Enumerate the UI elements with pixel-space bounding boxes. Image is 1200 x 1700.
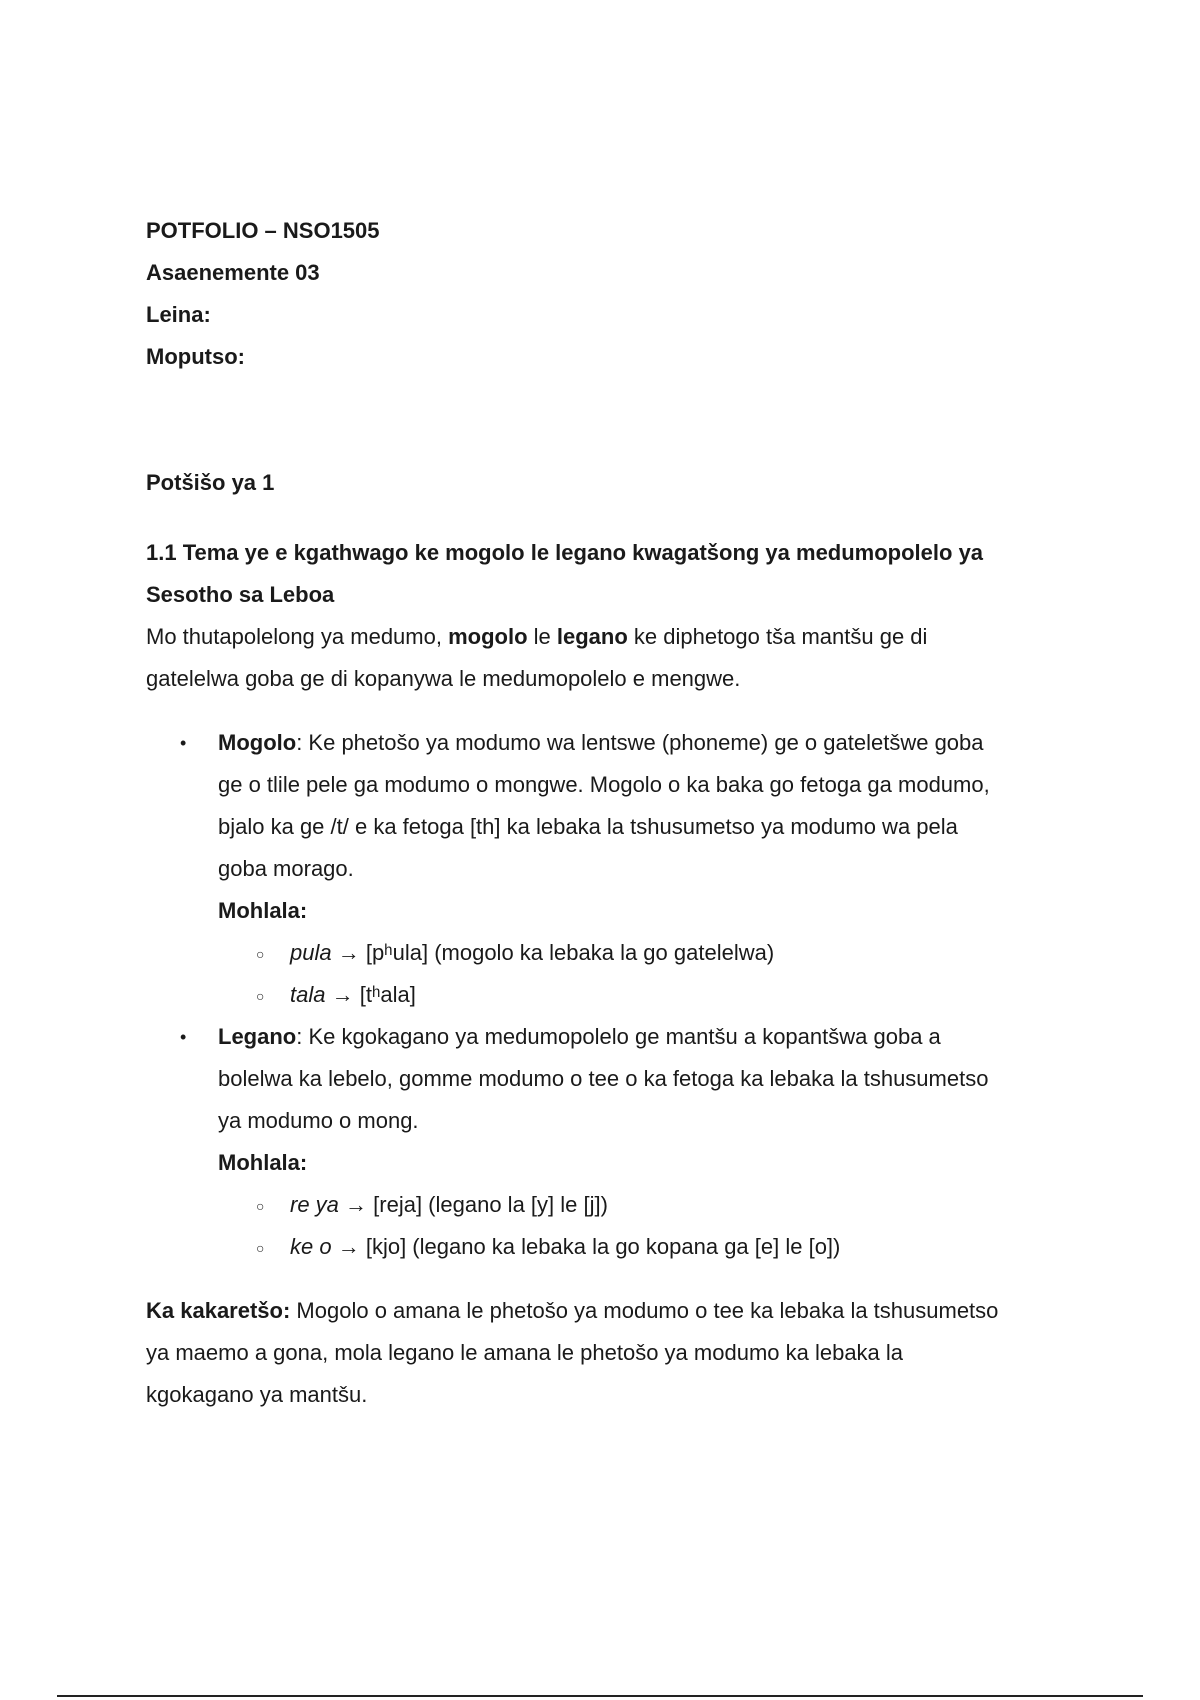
question-heading: Potšišo ya 1	[146, 470, 275, 495]
term-legano-inline: legano	[556, 624, 628, 649]
example-word: tala	[290, 982, 326, 1007]
circle-bullet-icon: ○	[256, 988, 265, 1004]
bullet-legano	[146, 1016, 1086, 1268]
summary-line3: kgokagano ya mantšu.	[146, 1382, 368, 1407]
bullet-line: bolelwa ka lebelo, gomme modumo o tee o ka fetoga ka lebaka la tshusumetso	[218, 1066, 989, 1091]
summary-line1: Ka kakaretšo: Mogolo o amana le phetošo ya modumo o tee ka lebaka la tshusumetso	[146, 1298, 999, 1323]
portfolio-title: POTFOLIO – NSO1505	[146, 218, 380, 243]
question-subheading-line2: Sesotho sa Leboa	[146, 582, 335, 607]
example-result: [kjo] (legano ka lebaka la go kopana ga [e] le [o])	[365, 1234, 841, 1259]
example-result: [reja] (legano la [y] le [j])	[373, 1192, 608, 1217]
summary-label: Ka kakaretšo:	[146, 1298, 291, 1323]
example-item: ○ re ya → [reja] (legano la [y] le [j])	[146, 1184, 1086, 1226]
circle-bullet-icon: ○	[256, 946, 265, 962]
bullet-line: ya modumo o mong.	[218, 1108, 419, 1133]
intro-paragraph-line2: gatelelwa goba ge di kopanywa le medumopolelo e mengwe.	[146, 666, 741, 691]
name-label: Leina:	[146, 302, 211, 327]
bullet-line: Mogolo: Ke phetošo ya modumo wa lentswe (phoneme) ge o gateletšwe goba	[218, 730, 984, 755]
example-result: [tʰala]	[359, 982, 416, 1007]
circle-bullet-icon: ○	[256, 1240, 265, 1256]
example-word: pula	[290, 940, 332, 965]
page-divider	[57, 1695, 1143, 1697]
intro-paragraph-line1: Mo thutapolelong ya medumo, mogolo le legano ke diphetogo tša mantšu ge di	[146, 624, 928, 649]
bullet-line: ge o tlile pele ga modumo o mongwe. Mogolo o ka baka go fetoga ga modumo,	[218, 772, 990, 797]
bullet-icon: •	[180, 1027, 187, 1047]
student-number-label: Moputso:	[146, 344, 245, 369]
assignment-number: Asaenemente 03	[146, 260, 320, 285]
example-word: ke o	[290, 1234, 332, 1259]
example-item: ○ ke o → [kjo] (legano ka lebaka la go kopana ga [e] le [o])	[146, 1226, 1086, 1268]
term-mogolo-inline: mogolo	[448, 624, 528, 649]
example-word: re ya	[290, 1192, 339, 1217]
example-result: [pʰula] (mogolo ka lebaka la go gatelelwa)	[365, 940, 775, 965]
example-item: ○ pula → [pʰula] (mogolo ka lebaka la go gatelelwa)	[146, 932, 1086, 974]
bullet-line: Legano: Ke kgokagano ya medumopolelo ge mantšu a kopantšwa goba a	[218, 1024, 941, 1049]
example-label: Mohlala:	[218, 1150, 308, 1175]
bullet-icon: •	[180, 733, 187, 753]
bullet-term: Mogolo	[218, 730, 297, 755]
document-page	[146, 210, 1086, 1416]
example-label: Mohlala:	[218, 898, 308, 923]
summary-line2: ya maemo a gona, mola legano le amana le phetošo ya modumo ka lebaka la	[146, 1340, 904, 1365]
question-subheading-line1: 1.1 Tema ye e kgathwago ke mogolo le legano kwagatšong ya medumopolelo ya	[146, 540, 984, 565]
bullet-line: bjalo ka ge /t/ e ka fetoga [th] ka lebaka la tshusumetso ya modumo wa pela	[218, 814, 958, 839]
circle-bullet-icon: ○	[256, 1198, 265, 1214]
bullet-term: Legano	[218, 1024, 297, 1049]
example-item: ○ tala → [tʰala]	[146, 974, 1086, 1016]
bullet-mogolo	[146, 722, 1086, 1016]
bullet-line: goba morago.	[218, 856, 354, 881]
